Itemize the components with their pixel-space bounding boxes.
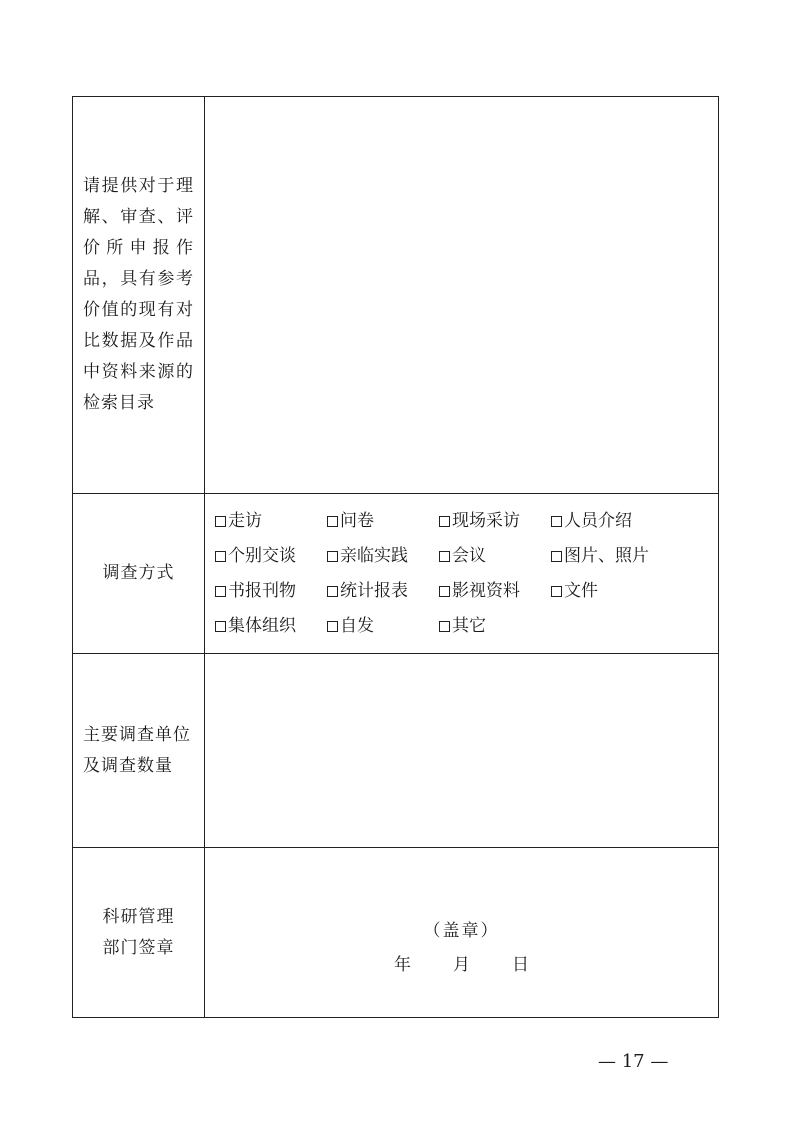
- method-option[interactable]: [215, 543, 327, 569]
- date-day: 日: [512, 954, 529, 975]
- checkbox-icon[interactable]: [439, 621, 450, 632]
- checkbox-icon[interactable]: [439, 516, 450, 527]
- units-label-line-1: 主要调查单位: [83, 724, 191, 745]
- checkbox-icon[interactable]: [551, 586, 562, 597]
- references-label-line: 比数据及作品: [83, 331, 194, 351]
- method-option[interactable]: [551, 578, 681, 604]
- references-row: [73, 97, 719, 494]
- checkbox-icon[interactable]: [439, 551, 450, 562]
- method-option-label: 问卷: [340, 511, 374, 531]
- methods-row: [73, 494, 719, 654]
- checkbox-icon[interactable]: [215, 516, 226, 527]
- method-option[interactable]: [551, 508, 681, 534]
- references-label-line: 请提供对于理: [83, 176, 194, 196]
- method-option[interactable]: [327, 543, 439, 569]
- method-option-label: 集体组织: [228, 616, 296, 636]
- method-option-label: 书报刊物: [228, 581, 296, 601]
- seal-label: [73, 848, 205, 1018]
- method-option[interactable]: [327, 613, 439, 639]
- references-label-line: 解、审查、评: [83, 207, 194, 227]
- references-label-line: 品，具有参考: [83, 269, 194, 289]
- seal-label-line-1: 科研管理: [102, 906, 175, 927]
- units-row: [73, 654, 719, 848]
- method-option-label: 其它: [452, 616, 486, 636]
- method-option-label: 走访: [228, 511, 262, 531]
- checkbox-icon[interactable]: [215, 586, 226, 597]
- date-month: 月: [453, 954, 470, 975]
- method-option[interactable]: [439, 613, 551, 639]
- method-option[interactable]: [439, 578, 551, 604]
- method-option[interactable]: [551, 543, 681, 569]
- references-label-line: 中资料来源的: [83, 362, 194, 382]
- checkbox-icon[interactable]: [551, 551, 562, 562]
- method-option[interactable]: [327, 578, 439, 604]
- methods-options: [205, 508, 718, 639]
- checkbox-icon[interactable]: [215, 621, 226, 632]
- references-label-line: 价所申报作: [83, 238, 194, 258]
- method-option-label: 影视资料: [452, 581, 520, 601]
- method-option[interactable]: [327, 508, 439, 534]
- references-label-line: 检索目录: [83, 393, 155, 413]
- methods-label: 调查方式: [73, 494, 205, 654]
- page-number: — 17 —: [598, 1051, 669, 1072]
- method-option-label: 自发: [340, 616, 374, 636]
- method-option[interactable]: [215, 508, 327, 534]
- method-option-label: 人员介绍: [564, 511, 632, 531]
- units-label: [73, 654, 205, 848]
- checkbox-icon[interactable]: [327, 516, 338, 527]
- seal-text: （盖章）: [423, 920, 500, 941]
- methods-options-cell: [205, 494, 719, 654]
- units-label-line-2: 及调查数量: [83, 755, 173, 776]
- method-option-label: 个别交谈: [228, 546, 296, 566]
- checkbox-icon[interactable]: [439, 586, 450, 597]
- checkbox-icon[interactable]: [551, 516, 562, 527]
- survey-form-table: [72, 96, 719, 1018]
- checkbox-icon[interactable]: [215, 551, 226, 562]
- references-label-line: 价值的现有对: [83, 300, 194, 320]
- checkbox-icon[interactable]: [327, 551, 338, 562]
- units-content[interactable]: [205, 654, 719, 848]
- method-option[interactable]: [439, 508, 551, 534]
- seal-content[interactable]: [205, 848, 719, 1018]
- method-option-label: 会议: [452, 546, 486, 566]
- method-option[interactable]: [215, 613, 327, 639]
- method-option[interactable]: [215, 578, 327, 604]
- method-option[interactable]: [439, 543, 551, 569]
- checkbox-icon[interactable]: [327, 586, 338, 597]
- method-option-label: 统计报表: [340, 581, 408, 601]
- date-year: 年: [394, 954, 411, 975]
- references-content[interactable]: [205, 97, 719, 494]
- seal-row: [73, 848, 719, 1018]
- method-option-label: 图片、照片: [564, 546, 649, 566]
- seal-label-line-2: 部门签章: [102, 937, 175, 958]
- method-option-label: 文件: [564, 581, 598, 601]
- references-label: [73, 97, 205, 494]
- method-option-label: 现场采访: [452, 511, 520, 531]
- method-option-label: 亲临实践: [340, 546, 408, 566]
- date-line: [205, 948, 718, 982]
- checkbox-icon[interactable]: [327, 621, 338, 632]
